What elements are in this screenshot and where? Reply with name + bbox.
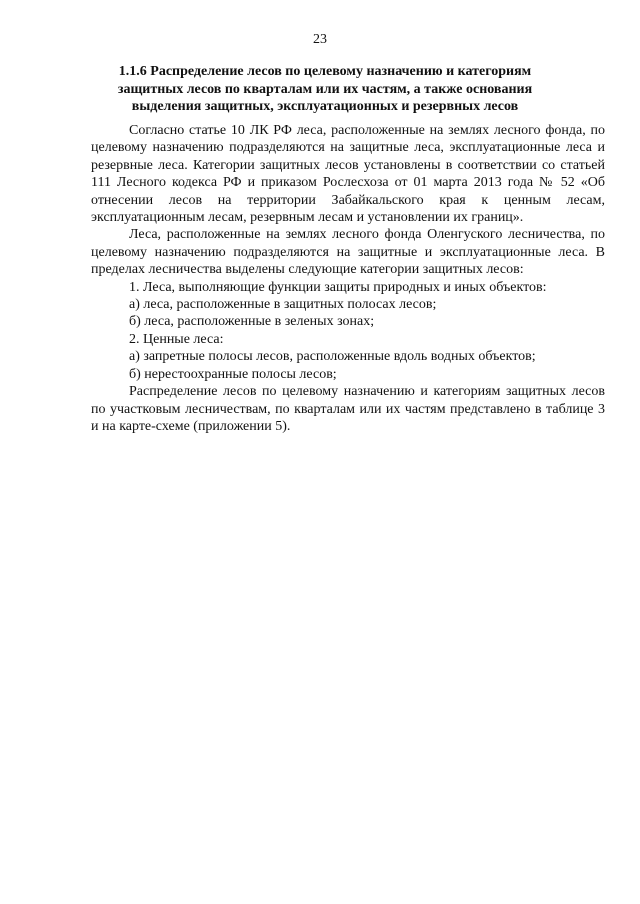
list-item: б) леса, расположенные в зеленых зонах; [129, 314, 375, 330]
body-text [91, 122, 605, 435]
list-item: 1. Леса, выполняющие функции защиты природных и иных объектов: [129, 279, 547, 295]
paragraph: Леса, расположенные на землях лесного фонда Оленгуского лесничества, по целевому назначению подразделяются на защитные и эксплуатационные леса. В пределах лесничества выделены следующие категории защитных лесов: [91, 227, 605, 278]
list-item: а) леса, расположенные в защитных полосах лесов; [129, 297, 437, 313]
heading-line: 1.1.6 Распределение лесов по целевому назначению и категориям [118, 64, 532, 79]
page-number: 23 [313, 32, 327, 47]
list-item: б) нерестоохранные полосы лесов; [129, 366, 337, 382]
heading-line: выделения защитных, эксплуатационных и резервных лесов [131, 99, 519, 114]
section-heading [100, 63, 550, 116]
list-item: а) запретные полосы лесов, расположенные вдоль водных объектов; [129, 349, 536, 365]
paragraph: Согласно статье 10 ЛК РФ леса, расположенные на землях лесного фонда, по целевому назначению подразделяются на защитные леса, эксплуатационные леса и резервные леса. Категории защитных лесов установлены в соответствии со статьей 111 Лесного кодекса РФ и приказом Рослесхоза от 01 марта 2013 года № 52 «Об отнесении лесов на территории Забайкальского края к ценным лесам, эксплуатационным лесам, резервным лесам и установлении их границ». [91, 123, 605, 226]
heading-line: защитных лесов по кварталам или их частям, а также основания [117, 81, 533, 97]
paragraph: Распределение лесов по целевому назначению и категориям защитных лесов по участковым лесничествам, по кварталам или их частям представлено в таблице 3 и на карте-схеме (приложении 5). [91, 384, 605, 434]
list-item: 2. Ценные леса: [129, 331, 224, 347]
